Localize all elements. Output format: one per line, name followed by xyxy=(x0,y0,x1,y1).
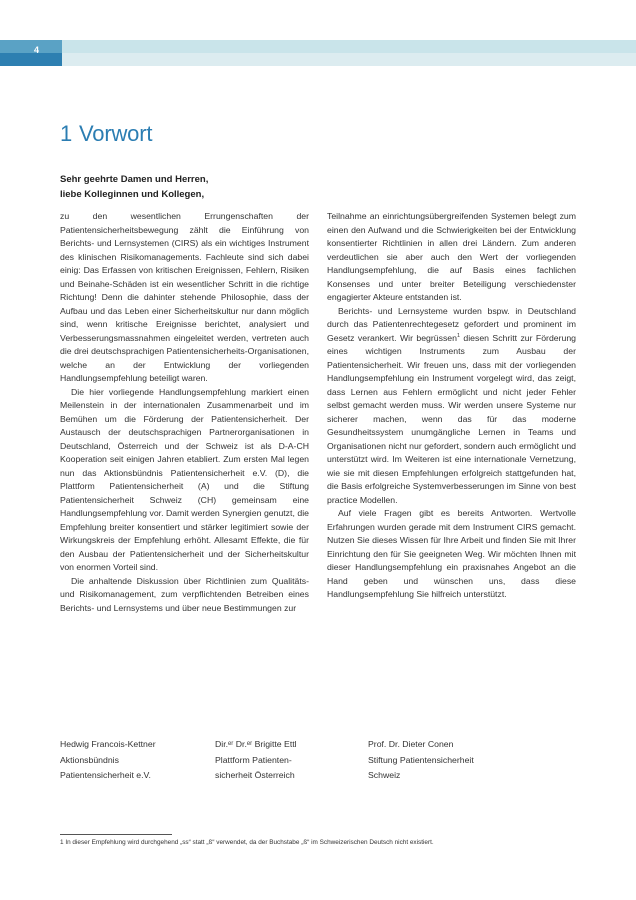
signature-name: Hedwig Francois-Kettner xyxy=(60,739,156,749)
signature-name: Dir.ᵉʳ Dr.ᵉʳ Brigitte Ettl xyxy=(215,739,297,749)
signature-organization: Stiftung Patientensicherheit xyxy=(368,754,474,765)
chapter-title: Vorwort xyxy=(79,121,153,146)
footnote-divider xyxy=(60,834,172,835)
salutation-line-1: Sehr geehrte Damen und Herren, xyxy=(60,174,209,185)
paragraph: zu den wesentlichen Errungenschaften der Patientensicherheitsbewegung zählt die Einführung von Berichts- und Lernsystemen (CIRS) als ein wichtiges Instrument des klinischen Risikomanagements. Fachleute sind sich dabei einig: Das Erfassen von kritischen Ereignissen, Fehlern, Risiken und Beinahe-Schäden ist ein wesentlicher Schritt in die richtige Richtung! Denn die dahinter stehende Philosophie, dass der Aufbau und das Leben einer Sicherheitskultur nur dann möglich sind, wenn kritische Ereignisse berichtet, analysiert und Verbesserungsmassnahmen eingeleitet werden, vertreten auch die drei deutschsprachigen Patientensicherheits-Organisationen, welche an der Entwicklung der vorliegenden Handlungsempfehlung beteiligt waren. xyxy=(60,211,309,384)
header-band xyxy=(0,40,636,66)
paragraph: Die hier vorliegende Handlungsempfehlung markiert einen Meilenstein in der internationalen Zusammenarbeit und im Bemühen um die Förderung der Patientensicherheit. Der Austausch der deutschsprachigen Partnerorganisationen in Deutschland, Österreich und der Schweiz ist als D-A-CH Kooperation seit einigen Jahren etabliert. Zum ersten Mal legen nun das Aktionsbündnis Patientensicherheit e.V. (D), die Plattform Patientensicherheit (A) und die Stiftung Patientensicherheit Schweiz (CH) gemeinsam eine Handlungsempfehlung vor. Damit werden Synergien genutzt, die Empfehlung breiter konsentiert und stärker legitimiert sowie der Wirkungskreis der Empfehlung erhöht. Allesamt Effekte, die für den Ausbau der Patientensicherheit und der Sicherheitskultur von enormen Vorteil sind. xyxy=(60,386,309,573)
paragraph: Berichts- und Lernsysteme wurden bspw. in Deutschland durch das Patientenrechtegesetz gefordert und prominent im Gesetz verankert. Wir begrüssen$^1$ diesen Schritt zur Förderung eines wichtigen Instruments zum Ausbau der Patientensicherheit. Wir freuen uns, dass mit der vorliegenden Handlungsempfehlung ein Instrument vorgelegt wird, das zeigt, dass Lernen aus Fehlern ermöglicht und nicht jeder Fehler selbst gemacht werden muss. Wir werden unsere Systeme nur sicherer machen, wenn das für das moderne Gesundheitssystem unumgängliche Lernen in Teams und Organisationen nicht nur gefordert, sondern auch ermöglicht und unterstützt wird. Im Weiteren ist eine internationale Vernetzung, wie sie mit diesen Empfehlungen erfolgreich stattgefunden hat, die Basis erfolgreiche Systemverbesserungen im Sinne von best practice Modellen. xyxy=(327,305,576,505)
signature-name: Prof. Dr. Dieter Conen xyxy=(368,739,454,749)
text-column-left xyxy=(60,210,309,615)
signature-block xyxy=(60,737,156,784)
signature-block xyxy=(215,737,297,784)
paragraph: Die anhaltende Diskussion über Richtlinien zum Qualitäts- und Risikomanagement, zum verpflichtenden Betreiben eines Berichts- und Lernsystems und über neue Bestimmungen zur xyxy=(60,575,309,613)
footnote: 1 In dieser Empfehlung wird durchgehend „ss“ statt „ß“ verwendet, da der Buchstabe „ß“ im Schweizerischen Deutsch nicht existiert. xyxy=(60,839,434,846)
paragraph: Auf viele Fragen gibt es bereits Antworten. Wertvolle Erfahrungen wurden gerade mit dem Instrument CIRS gemacht. Nutzen Sie dieses Wissen für Ihre Arbeit und finden Sie mit Ihrer Einrichtung den für Sie geeigneten Weg. Wir möchten Ihnen mit dieser Handlungsempfehlung ein praxisnahes Angebot an die Hand geben und wünschen uns, dass diese Handlungsempfehlung Sie hilfreich unterstützt. xyxy=(327,508,576,600)
header-strip-bottom xyxy=(0,53,636,66)
signature-organization: Schweiz xyxy=(368,770,401,780)
paragraph: Teilnahme an einrichtungsübergreifenden Systemen belegt zum einen den Aufwand und die Schwierigkeiten bei der Entwicklung konsentierter Richtlinien in allen drei Ländern. Zum anderen verdeutlichen sie aber auch den Wert der vorliegenden Handlungsempfehlung, die auf Basis eines fachlichen Konsenses und unter breiter Beteiligung verschiedenster engagierter Akteure entstanden ist. xyxy=(327,211,576,303)
signature-organization: Plattform Patienten- xyxy=(215,754,292,765)
page-number: 4 xyxy=(34,45,40,55)
signature-organization: Patientensicherheit e.V. xyxy=(60,770,151,780)
salutation-line-2: liebe Kolleginnen und Kollegen, xyxy=(60,189,205,200)
chapter-number: 1 xyxy=(60,121,73,146)
page-number-tab xyxy=(0,40,62,66)
footnote-marker: 1 xyxy=(456,332,461,339)
signature-block xyxy=(368,737,474,784)
chapter-heading xyxy=(60,121,152,147)
salutation xyxy=(60,172,208,202)
signature-organization: sicherheit Österreich xyxy=(215,770,295,780)
signature-organization: Aktionsbündnis xyxy=(60,754,119,765)
text-column-right xyxy=(327,210,576,602)
header-strip-top xyxy=(0,40,636,53)
